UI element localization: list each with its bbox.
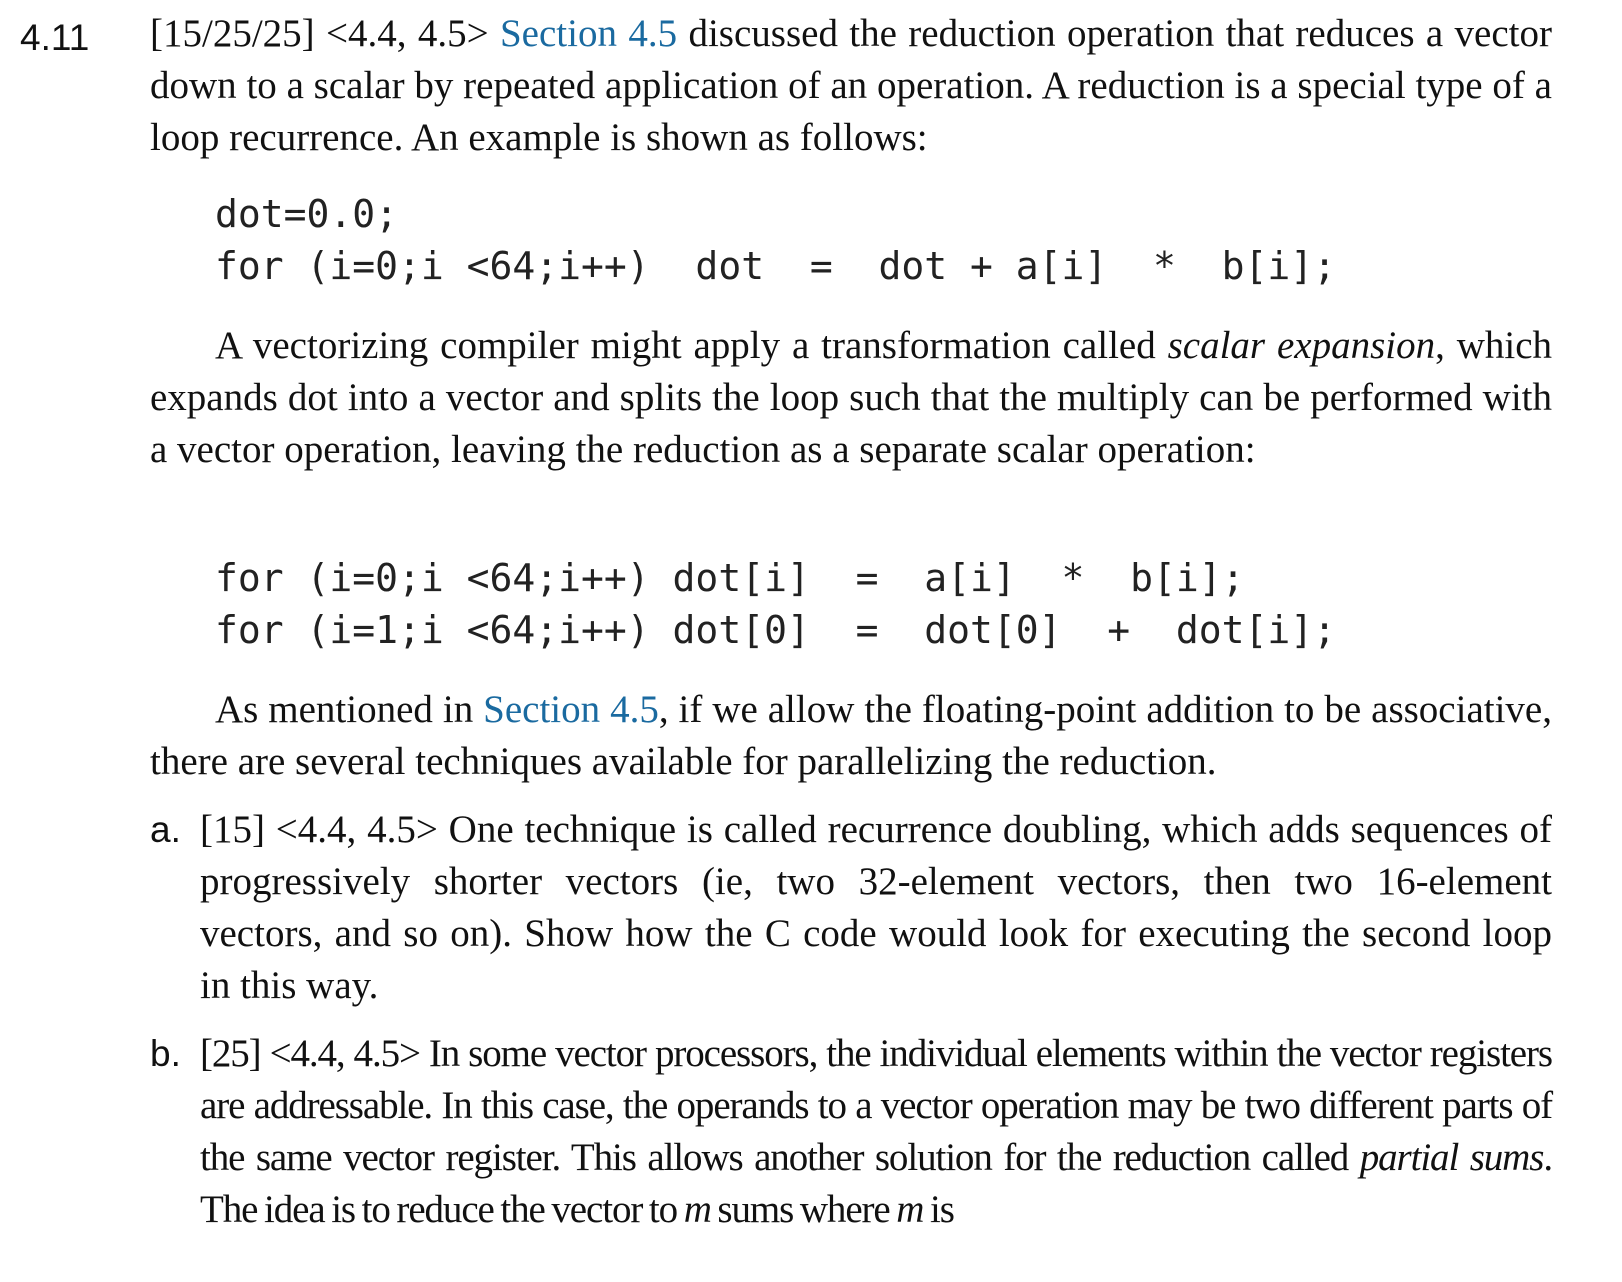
partial-sums-term: partial sums	[1359, 1136, 1544, 1179]
code-line: dot=0.0;	[215, 192, 399, 236]
code-line: for (i=1;i <64;i++) dot[0] = dot[0] + dot[i];	[215, 608, 1337, 652]
variable-m: m	[683, 1188, 711, 1231]
section-link[interactable]: Section 4.5	[483, 688, 659, 731]
exercise-number: 4.11	[20, 17, 90, 58]
part-a	[150, 804, 1552, 1012]
code-block-reduction	[215, 188, 1595, 292]
part-letter: a.	[150, 809, 181, 850]
associativity-paragraph: As mentioned in Section 4.5, if we allow the floating-point addition to be associative, there are several techniques available for parallelizing the reduction.	[150, 688, 1552, 783]
part-b	[150, 1028, 1552, 1236]
exercise-points: [15/25/25] <4.4, 4.5>	[150, 12, 489, 55]
code-line: for (i=0;i <64;i++) dot[i] = a[i] * b[i];	[215, 556, 1245, 600]
variable-m: m	[896, 1188, 924, 1231]
code-block-scalar-expansion	[215, 552, 1595, 656]
code-line: for (i=0;i <64;i++) dot = dot + a[i] * b[i];	[215, 244, 1337, 288]
scalar-expansion-paragraph: A vectorizing compiler might apply a transformation called scalar expansion, which expands dot into a vector and splits the loop such that the multiply can be performed with a vector operation, leaving the reduction as a separate scalar operation:	[150, 324, 1553, 471]
part-a-text: [15] <4.4, 4.5> One technique is called recurrence doubling, which adds sequences of progressively shorter vectors (ie, two 32-element vectors, then two 16-element vectors, and so on). Show how the C code would look for executing the second loop in this way.	[200, 808, 1552, 1007]
exercise-intro-paragraph	[150, 8, 1552, 164]
part-letter: b.	[150, 1033, 181, 1074]
intro-text: discussed the reduction operation that reduces a vector down to a scalar by repeated application of an operation. A reduction is a special type of a loop recurrence. An example is shown as follows:	[150, 12, 1553, 159]
section-link[interactable]: Section 4.5	[499, 12, 678, 55]
part-b-text: [25] <4.4, 4.5> In some vector processors, the individual elements within the vector registers are addressable. In this case, the operands to a vector operation may be two different parts of the same vector register. This allows another solution for the reduction called partial sums. The idea is to reduce the vector to m sums where m is	[200, 1032, 1552, 1231]
scalar-expansion-term: scalar expansion	[1167, 324, 1436, 367]
